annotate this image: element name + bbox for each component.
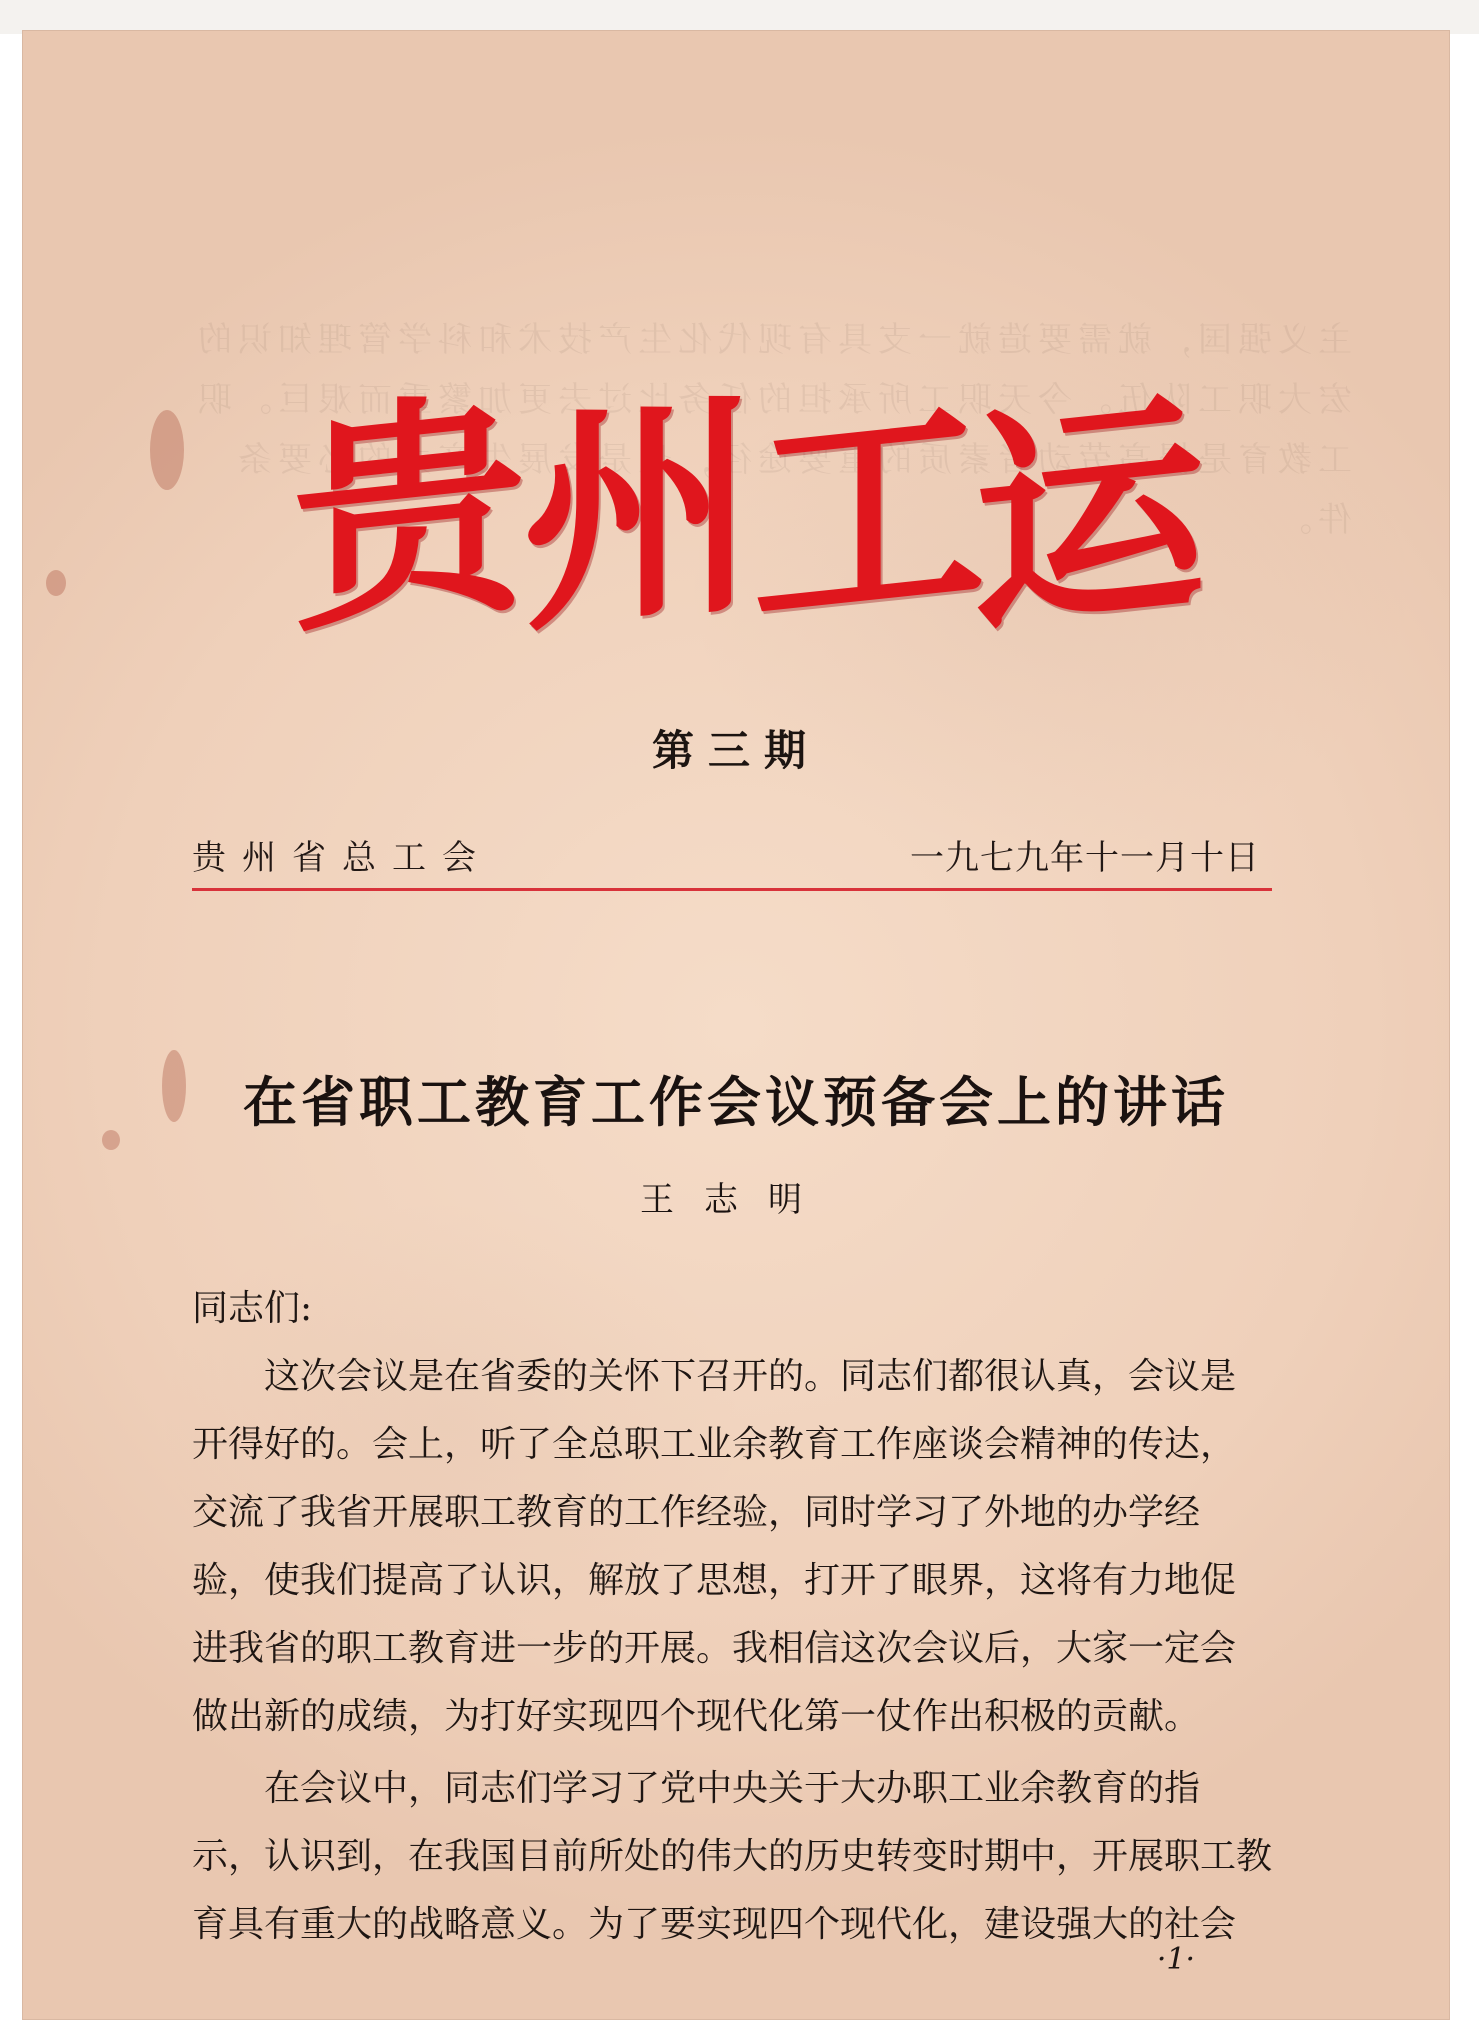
body-line: 示，认识到，在我国目前所处的伟大的历史转变时期中，开展职工教 [192,1836,1273,1877]
salutation: 同志们: [192,1288,313,1329]
body-line: 验，使我们提高了认识，解放了思想，打开了眼界，这将有力地促 [192,1560,1237,1601]
article-title: 在省职工教育工作会议预备会上的讲话 [243,1070,1229,1134]
article-body [192,1275,1302,1959]
body-line: 在会议中，同志们学习了党中央关于大办职工业余教育的指 [264,1768,1201,1809]
body-line: 做出新的成绩，为打好实现四个现代化第一仗作出积极的贡献。 [192,1696,1201,1737]
page-number: ·1· [1156,1942,1195,1977]
publication-date: 一九七九年十一月十日 [910,838,1260,878]
body-line: 开得好的。会上，听了全总职工业余教育工作座谈会精神的传达， [192,1424,1237,1465]
body-line: 进我省的职工教育进一步的开展。我相信这次会议后，大家一定会 [192,1628,1237,1669]
masthead-char-4: 运 [972,363,1207,667]
publisher: 贵州省总工会 [192,838,492,878]
show-through-texture: 主义强国，就需要造就一支具有现代化生产技术和科学管理知识的宏大职工队伍。今天职工所承担的任务比过去更加繁重而艰巨。职工教育是提高劳动者素质的重要途径，也是发展生产力的必要条件。 [192,320,1352,540]
masthead-char-2: 州 [522,363,757,667]
body-line: 交流了我省开展职工教育的工作经验，同时学习了外地的办学经 [192,1492,1201,1533]
masthead-title [292,320,1212,710]
stain-spot [150,410,184,490]
stain-spot [46,570,66,596]
masthead-char-3: 工 [752,363,987,667]
scan-margin [0,0,1479,34]
body-line: 这次会议是在省委的关怀下召开的。同志们都很认真，会议是 [264,1356,1237,1397]
magazine-page [22,30,1450,2020]
article-author: 王志明 [640,1180,832,1220]
body-line: 育具有重大的战略意义。为了要实现四个现代化，建设强大的社会 [192,1904,1237,1945]
masthead-char-1: 贵 [292,363,527,667]
header-divider [192,888,1272,891]
issue-number: 第三期 [651,726,820,775]
